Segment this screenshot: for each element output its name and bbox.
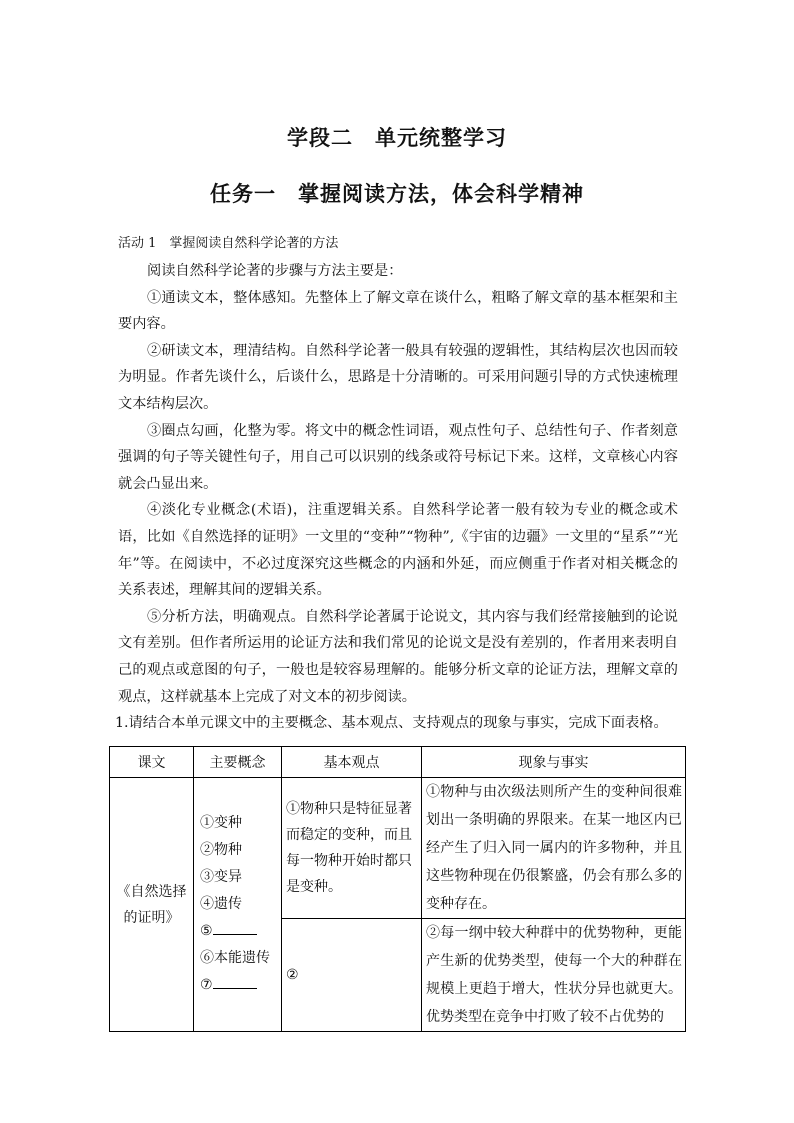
concept-blank-row — [200, 918, 280, 945]
fact-cell — [422, 919, 686, 1032]
text-name-cell — [110, 778, 194, 1032]
viewpoint-cell[interactable] — [282, 919, 422, 1032]
concept-item: ⑦ — [200, 977, 213, 993]
concept-item: ②物种 — [200, 842, 242, 858]
fact-1: ①物种与由次级法则所产生的变种间很难划出一条明确的界限来。在某一地区内已经产生了归入同一属内的许多物种，并且这些物种现在仍很繁盛，仍会有那么多的变种存在。 — [426, 784, 682, 912]
header-viewpoint: 基本观点 — [282, 747, 422, 778]
task-title: 任务一 掌握阅读方法，体会科学精神 — [210, 181, 584, 206]
fact-cell — [422, 778, 686, 919]
paragraph-step-4: ④淡化专业概念(术语)，注重逻辑关系。自然科学论著一般有较为专业的概念或术语，比如《自然选择的证明》一文里的“变种”“物种”,《宇宙的边疆》一文里的“星系”“光年”等。在阅读中，不必过度深究这些概念的内涵和外延，而应侧重于作者对相关概念的关系表述，理解其间的逻辑关系。 — [118, 502, 678, 599]
concepts-cell — [194, 778, 282, 1032]
paragraph-step-2: ②研读文本，理清结构。自然科学论著一般具有较强的逻辑性，其结构层次也因而较为明显。作者先谈什么，后谈什么，思路是十分清晰的。可采用问题引导的方式快速梳理文本结构层次。 — [118, 342, 678, 412]
viewpoint-2: ② — [286, 967, 299, 983]
fact-2: ②每一纲中较大种群中的优势物种，更能产生新的优势类型，使每一个大的种群在规模上更趋于增大，性状分异也就更大。优势类型在竞争中打败了较不占优势的 — [426, 925, 682, 1025]
fill-blank[interactable] — [213, 974, 257, 989]
viewpoint-1: ①物种只是特征显著而稳定的变种，而且每一物种开始时都只是变种。 — [286, 801, 412, 895]
header-text: 课文 — [110, 747, 194, 778]
concept-item: ⑤ — [200, 923, 213, 939]
paragraph-step-3: ③圈点勾画，化整为零。将文中的概念性词语，观点性句子、总结性句子、作者刻意强调的句子等关键性句子，用自己可以识别的线条或符号标记下来。这样，文章核心内容就会凸显出来。 — [118, 422, 678, 492]
header-concepts: 主要概念 — [194, 747, 282, 778]
paragraph-step-1: ①通读文本，整体感知。先整体上了解文章在谈什么，粗略了解文章的基本框架和主要内容。 — [118, 289, 678, 333]
table-row — [110, 778, 686, 919]
concept-item: ④遗传 — [200, 896, 242, 912]
section-title: 学段二 单元统整学习 — [287, 125, 507, 150]
concept-item: ①变种 — [200, 815, 242, 831]
summary-table — [109, 746, 686, 1032]
table-header-row — [110, 747, 686, 778]
paragraph-intro: 阅读自然科学论著的步骤与方法主要是： — [147, 263, 403, 279]
body-text — [115, 258, 678, 737]
activity-heading: 活动 1 掌握阅读自然科学论著的方法 — [118, 236, 339, 251]
fill-blank[interactable] — [213, 920, 257, 935]
viewpoint-cell — [282, 778, 422, 919]
concept-blank-row — [200, 972, 280, 999]
question-1: 1.请结合本单元课文中的主要概念、基本观点、支持观点的现象与事实，完成下面表格。 — [115, 715, 668, 732]
concept-item: ⑥本能遗传 — [200, 950, 270, 966]
header-facts: 现象与事实 — [422, 747, 686, 778]
text-name: 《自然选择的证明》 — [116, 883, 187, 926]
paragraph-step-5: ⑤分析方法，明确观点。自然科学论著属于论说文，其内容与我们经常接触到的论说文有差别。但作者所运用的论证方法和我们常见的论说文是没有差别的，作者用来表明自己的观点或意图的句子，一般也是较容易理解的。能够分析文章的论证方法，理解文章的观点，这样就基本上完成了对文本的初步阅读。 — [118, 608, 678, 705]
concept-item: ③变异 — [200, 869, 242, 885]
